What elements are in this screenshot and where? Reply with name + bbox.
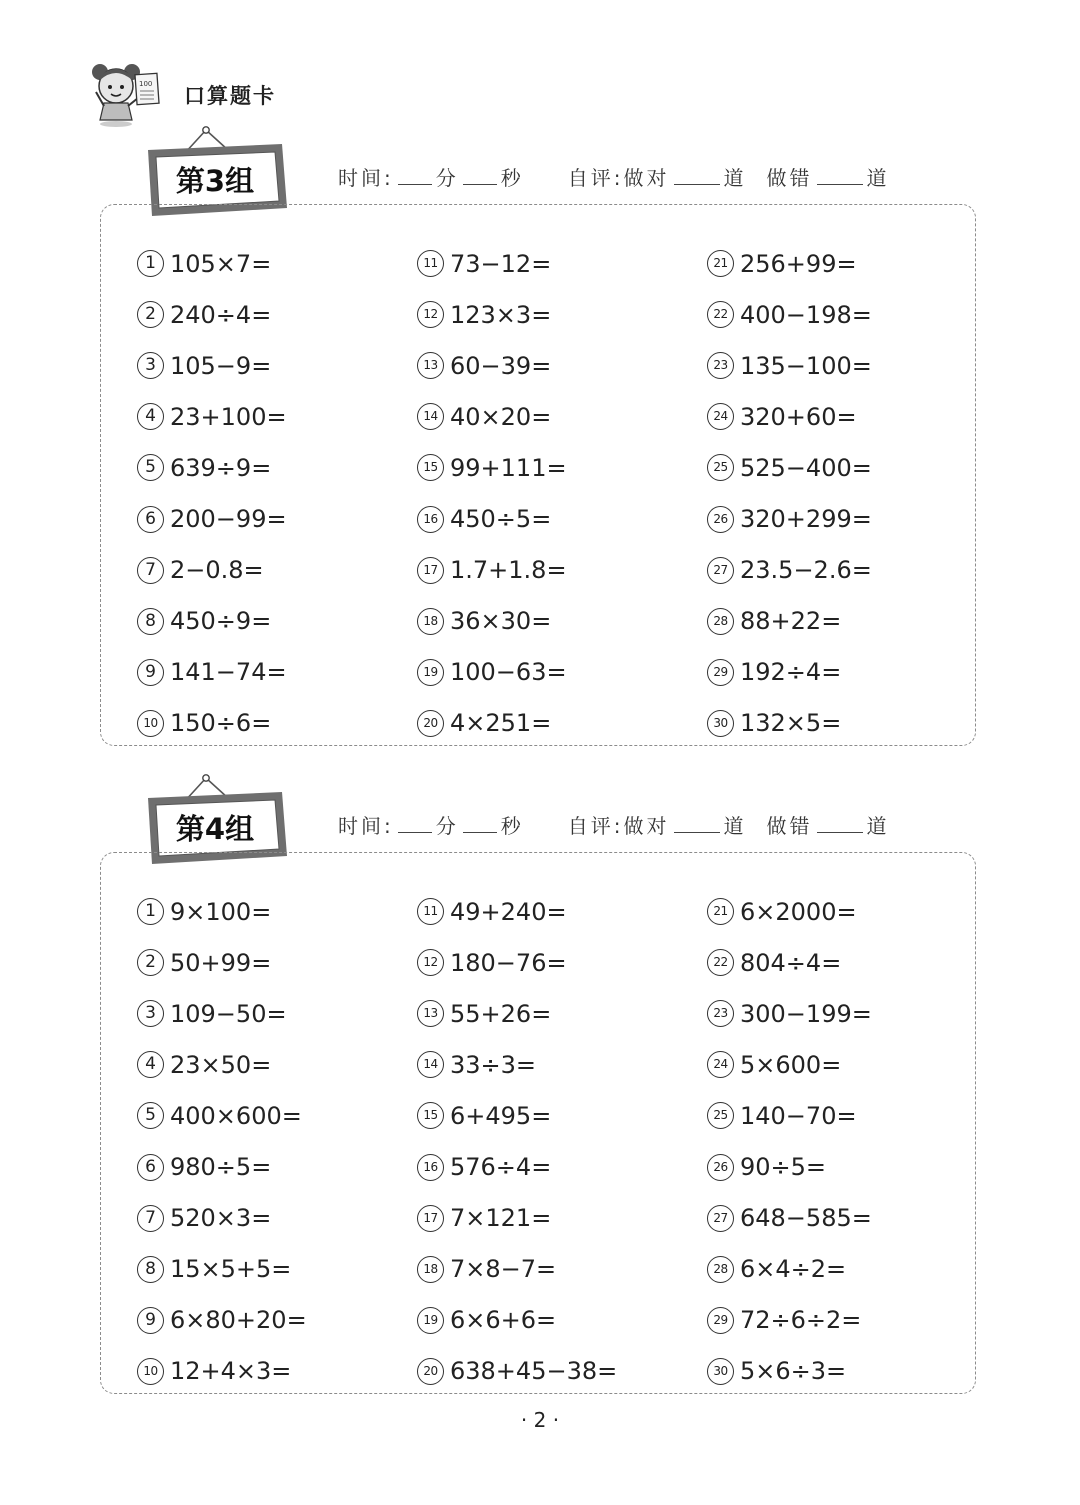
problem-item	[417, 1346, 617, 1397]
problem-expression: 400×600=	[170, 1101, 302, 1130]
problem-number: 20	[417, 1358, 444, 1385]
problem-number: 19	[417, 1307, 444, 1334]
minute-blank	[398, 168, 432, 185]
problem-column-1	[137, 238, 287, 749]
problem-item	[707, 698, 872, 749]
problem-item	[417, 937, 617, 988]
problem-number: 2	[137, 949, 164, 976]
problem-item	[417, 1193, 617, 1244]
group-title: 第4组	[175, 812, 255, 846]
problems-box	[100, 204, 976, 746]
problem-expression: 12+4×3=	[170, 1357, 292, 1386]
problem-item	[417, 442, 567, 493]
problem-number: 17	[417, 557, 444, 584]
problem-number: 24	[707, 403, 734, 430]
problem-number: 26	[707, 506, 734, 533]
correct-blank	[674, 168, 720, 185]
problem-number: 22	[707, 301, 734, 328]
correct-unit: 道	[723, 814, 747, 838]
problem-item	[707, 238, 872, 289]
problem-number: 28	[707, 1256, 734, 1283]
problem-expression: 90÷5=	[740, 1153, 827, 1182]
problem-item	[137, 289, 287, 340]
problem-number: 21	[707, 898, 734, 925]
problem-expression: 6×80+20=	[170, 1306, 307, 1335]
second-blank	[463, 816, 497, 833]
correct-blank	[674, 816, 720, 833]
problem-number: 19	[417, 659, 444, 686]
problem-item	[707, 1295, 872, 1346]
problem-expression: 60−39=	[450, 351, 552, 380]
time-label: 时间:	[338, 166, 394, 190]
girl-mascot-icon	[88, 62, 174, 128]
problem-item	[417, 886, 617, 937]
wrong-unit: 道	[866, 166, 890, 190]
group-title: 第3组	[175, 164, 255, 198]
problem-item	[417, 340, 567, 391]
problem-number: 13	[417, 352, 444, 379]
problem-expression: 105×7=	[170, 249, 272, 278]
problem-number: 1	[137, 250, 164, 277]
problem-expression: 23×50=	[170, 1050, 272, 1079]
problem-number: 22	[707, 949, 734, 976]
problem-expression: 135−100=	[740, 351, 872, 380]
problem-item	[417, 391, 567, 442]
problem-item	[707, 1193, 872, 1244]
problem-item	[417, 545, 567, 596]
second-blank	[463, 168, 497, 185]
problem-item	[417, 493, 567, 544]
problem-expression: 192÷4=	[740, 658, 842, 687]
problem-item	[707, 442, 872, 493]
problem-number: 16	[417, 506, 444, 533]
problem-number: 1	[137, 898, 164, 925]
problem-number: 18	[417, 608, 444, 635]
problem-expression: 180−76=	[450, 948, 567, 977]
problem-item	[707, 340, 872, 391]
problem-expression: 23.5−2.6=	[740, 556, 872, 585]
problem-expression: 5×600=	[740, 1050, 842, 1079]
problem-item	[137, 493, 287, 544]
second-label: 秒	[500, 814, 524, 838]
correct-unit: 道	[723, 166, 747, 190]
problem-item	[417, 988, 617, 1039]
wrong-label: 做错	[766, 814, 813, 838]
problem-number: 27	[707, 1205, 734, 1232]
problem-expression: 256+99=	[740, 249, 857, 278]
problem-expression: 7×121=	[450, 1204, 552, 1233]
problem-item	[137, 1039, 307, 1090]
problem-expression: 525−400=	[740, 453, 872, 482]
problem-item	[707, 493, 872, 544]
problem-number: 4	[137, 1051, 164, 1078]
problem-expression: 5×6÷3=	[740, 1357, 847, 1386]
problem-item	[137, 1244, 307, 1295]
problem-expression: 141−74=	[170, 658, 287, 687]
problem-expression: 99+111=	[450, 453, 567, 482]
eval-label: 自评:做对	[567, 814, 670, 838]
problem-number: 18	[417, 1256, 444, 1283]
problem-item	[137, 988, 307, 1039]
problem-item	[137, 1295, 307, 1346]
problem-item	[137, 1141, 307, 1192]
problem-item	[137, 391, 287, 442]
problem-item	[137, 1193, 307, 1244]
problem-item	[417, 238, 567, 289]
problem-item	[707, 886, 872, 937]
problem-expression: 1.7+1.8=	[450, 556, 567, 585]
problem-item	[417, 1295, 617, 1346]
second-label: 秒	[500, 166, 524, 190]
problem-item	[417, 289, 567, 340]
problem-item	[137, 442, 287, 493]
wrong-blank	[817, 816, 863, 833]
problem-item	[707, 1244, 872, 1295]
problem-number: 7	[137, 1205, 164, 1232]
problem-number: 12	[417, 949, 444, 976]
problem-number: 15	[417, 1102, 444, 1129]
problem-expression: 100−63=	[450, 658, 567, 687]
problem-number: 3	[137, 1000, 164, 1027]
problem-item	[417, 1141, 617, 1192]
problem-number: 29	[707, 659, 734, 686]
problem-number: 9	[137, 1307, 164, 1334]
problem-expression: 6×6+6=	[450, 1306, 557, 1335]
problem-expression: 450÷5=	[450, 505, 552, 534]
minute-label: 分	[435, 814, 459, 838]
problem-number: 9	[137, 659, 164, 686]
problem-number: 12	[417, 301, 444, 328]
problem-expression: 2−0.8=	[170, 556, 264, 585]
problem-item	[417, 596, 567, 647]
problem-expression: 40×20=	[450, 402, 552, 431]
problem-expression: 240÷4=	[170, 300, 272, 329]
problem-item	[137, 937, 307, 988]
minute-blank	[398, 816, 432, 833]
problem-item	[707, 937, 872, 988]
problem-item	[137, 647, 287, 698]
problem-expression: 576÷4=	[450, 1153, 552, 1182]
problem-expression: 49+240=	[450, 897, 567, 926]
problem-expression: 55+26=	[450, 999, 552, 1028]
problem-expression: 300−199=	[740, 999, 872, 1028]
problem-item	[417, 1090, 617, 1141]
score-line	[338, 810, 890, 839]
page-number: · 2 ·	[520, 1408, 560, 1432]
problem-number: 10	[137, 710, 164, 737]
problem-number: 26	[707, 1154, 734, 1181]
problem-item	[707, 1039, 872, 1090]
problem-item	[417, 1039, 617, 1090]
problem-expression: 105−9=	[170, 351, 272, 380]
problem-number: 4	[137, 403, 164, 430]
problem-column-3	[707, 886, 872, 1397]
problem-number: 5	[137, 1102, 164, 1129]
problem-item	[707, 647, 872, 698]
problem-item	[707, 596, 872, 647]
problem-item	[137, 545, 287, 596]
problem-expression: 9×100=	[170, 897, 272, 926]
minute-label: 分	[435, 166, 459, 190]
problem-expression: 804÷4=	[740, 948, 842, 977]
problem-item	[137, 238, 287, 289]
problem-item	[137, 698, 287, 749]
problems-box	[100, 852, 976, 1394]
problem-number: 8	[137, 608, 164, 635]
problem-number: 17	[417, 1205, 444, 1232]
problem-number: 15	[417, 454, 444, 481]
problem-item	[707, 391, 872, 442]
problem-expression: 648−585=	[740, 1204, 872, 1233]
problem-number: 20	[417, 710, 444, 737]
problem-expression: 450÷9=	[170, 607, 272, 636]
problem-expression: 73−12=	[450, 249, 552, 278]
problem-expression: 140−70=	[740, 1101, 857, 1130]
problem-number: 14	[417, 403, 444, 430]
problem-item	[137, 1346, 307, 1397]
problem-item	[707, 1346, 872, 1397]
problem-number: 10	[137, 1358, 164, 1385]
problem-expression: 639÷9=	[170, 453, 272, 482]
problem-column-2	[417, 238, 567, 749]
problem-item	[707, 1141, 872, 1192]
problem-column-1	[137, 886, 307, 1397]
problem-expression: 88+22=	[740, 607, 842, 636]
problem-expression: 109−50=	[170, 999, 287, 1028]
problem-expression: 4×251=	[450, 709, 552, 738]
problem-number: 29	[707, 1307, 734, 1334]
problem-expression: 150÷6=	[170, 709, 272, 738]
problem-number: 27	[707, 557, 734, 584]
problem-expression: 6×2000=	[740, 897, 857, 926]
problem-expression: 520×3=	[170, 1204, 272, 1233]
page-title: 口算题卡	[184, 84, 276, 108]
problem-number: 28	[707, 608, 734, 635]
problem-number: 5	[137, 454, 164, 481]
time-label: 时间:	[338, 814, 394, 838]
problem-number: 30	[707, 710, 734, 737]
problem-expression: 400−198=	[740, 300, 872, 329]
score-line	[338, 162, 890, 191]
problem-item	[417, 698, 567, 749]
problem-expression: 6×4÷2=	[740, 1255, 847, 1284]
problem-expression: 7×8−7=	[450, 1255, 557, 1284]
problem-expression: 50+99=	[170, 948, 272, 977]
problem-expression: 132×5=	[740, 709, 842, 738]
problem-item	[707, 545, 872, 596]
problem-expression: 320+299=	[740, 505, 872, 534]
problem-number: 23	[707, 1000, 734, 1027]
problem-expression: 33÷3=	[450, 1050, 537, 1079]
problem-item	[707, 1090, 872, 1141]
problem-item	[707, 988, 872, 1039]
problem-expression: 123×3=	[450, 300, 552, 329]
problem-number: 14	[417, 1051, 444, 1078]
svg-text:100: 100	[139, 80, 153, 88]
problem-column-2	[417, 886, 617, 1397]
problem-number: 7	[137, 557, 164, 584]
problem-number: 11	[417, 898, 444, 925]
wrong-label: 做错	[766, 166, 813, 190]
problem-item	[417, 647, 567, 698]
problem-number: 25	[707, 454, 734, 481]
problem-number: 30	[707, 1358, 734, 1385]
problem-expression: 36×30=	[450, 607, 552, 636]
problem-item	[137, 1090, 307, 1141]
problem-expression: 638+45−38=	[450, 1357, 618, 1386]
problem-number: 11	[417, 250, 444, 277]
problem-expression: 320+60=	[740, 402, 857, 431]
problem-expression: 15×5+5=	[170, 1255, 292, 1284]
problem-number: 6	[137, 1154, 164, 1181]
eval-label: 自评:做对	[567, 166, 670, 190]
wrong-unit: 道	[866, 814, 890, 838]
problem-number: 6	[137, 506, 164, 533]
problem-number: 3	[137, 352, 164, 379]
problem-number: 2	[137, 301, 164, 328]
problem-number: 8	[137, 1256, 164, 1283]
problem-number: 23	[707, 352, 734, 379]
problem-number: 25	[707, 1102, 734, 1129]
problem-item	[417, 1244, 617, 1295]
problem-item	[707, 289, 872, 340]
problem-column-3	[707, 238, 872, 749]
problem-expression: 23+100=	[170, 402, 287, 431]
problem-expression: 200−99=	[170, 505, 287, 534]
problem-item	[137, 886, 307, 937]
problem-item	[137, 596, 287, 647]
problem-number: 16	[417, 1154, 444, 1181]
problem-number: 24	[707, 1051, 734, 1078]
problem-item	[137, 340, 287, 391]
wrong-blank	[817, 168, 863, 185]
problem-expression: 72÷6÷2=	[740, 1306, 862, 1335]
problem-number: 21	[707, 250, 734, 277]
problem-expression: 980÷5=	[170, 1153, 272, 1182]
problem-number: 13	[417, 1000, 444, 1027]
problem-expression: 6+495=	[450, 1101, 552, 1130]
